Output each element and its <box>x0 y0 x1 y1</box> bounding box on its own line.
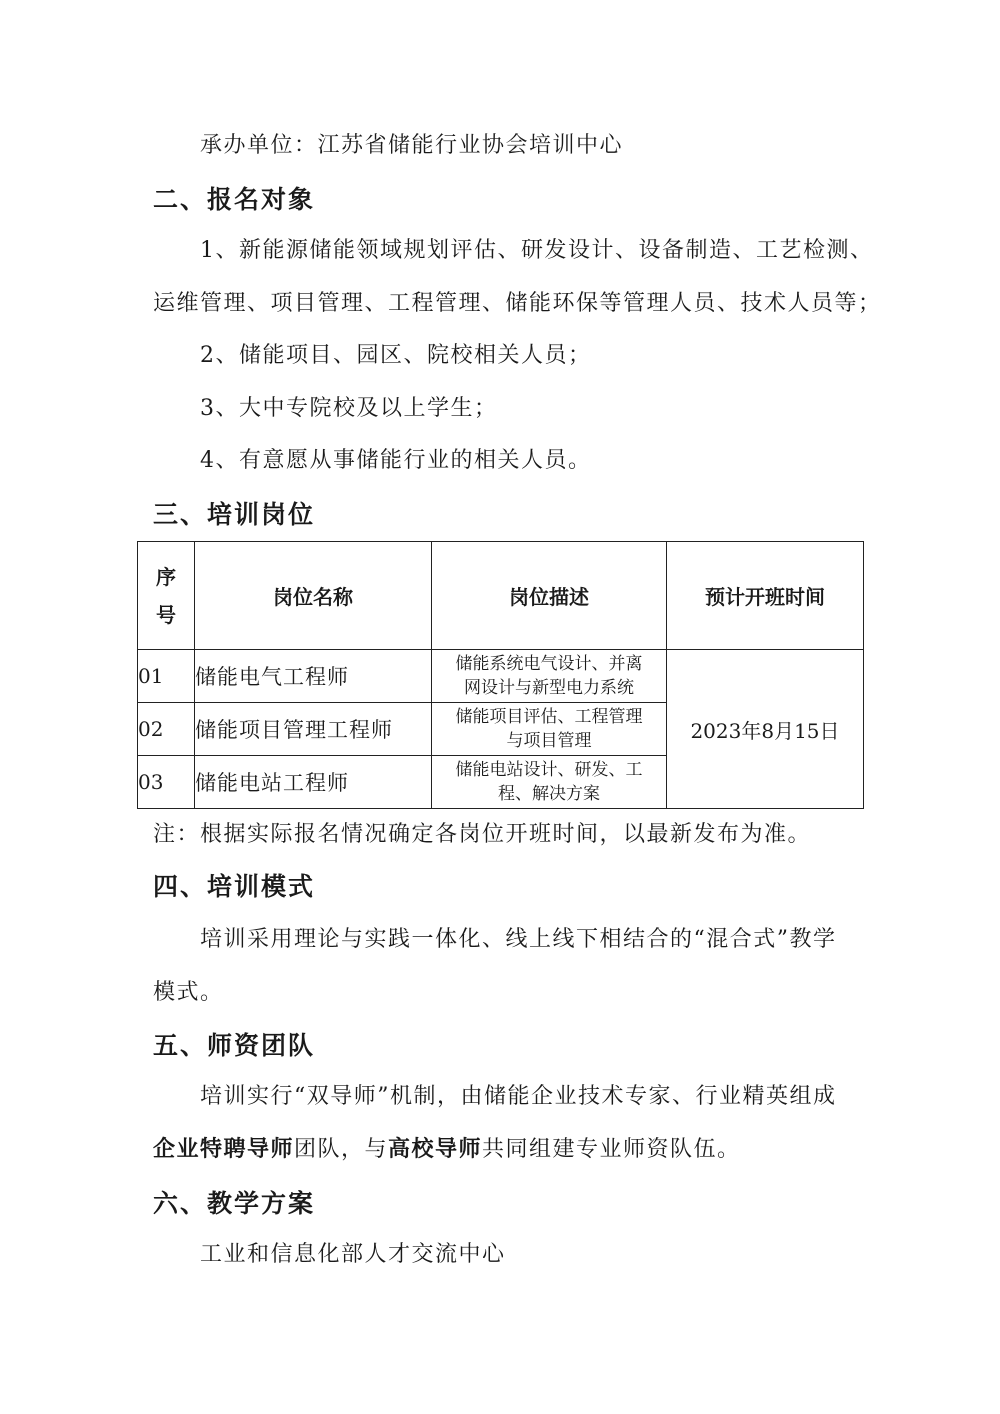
row-desc-line-2: 网设计与新型电力系统 <box>464 678 634 698</box>
row-name: 储能电气工程师 <box>195 650 432 703</box>
row-desc <box>432 703 667 756</box>
faculty-bold-company-mentor: 企业特聘导师 <box>153 1137 295 1162</box>
faculty-bold-university-mentor: 高校导师 <box>388 1137 483 1162</box>
row-desc-line-1: 储能系统电气设计、并离 <box>455 654 643 674</box>
table-header-row <box>138 542 864 650</box>
header-seq-top: 序 <box>156 564 176 589</box>
enrollment-item-1-line-1: 1、新能源储能领域规划评估、研发设计、设备制造、工艺检测、 <box>200 238 874 263</box>
mode-line-2: 模式。 <box>153 980 224 1005</box>
row-desc <box>432 650 667 703</box>
header-desc: 岗位描述 <box>432 542 667 650</box>
faculty-text-1: 团队，与 <box>294 1137 389 1162</box>
table-note: 注：根据实际报名情况确定各岗位开班时间，以最新发布为准。 <box>153 822 812 847</box>
row-num: 03 <box>138 756 195 809</box>
section-heading-enrollment: 二、报名对象 <box>153 185 316 214</box>
faculty-line-2 <box>153 1135 741 1165</box>
mode-line-1: 培训采用理论与实践一体化、线上线下相结合的“混合式”教学 <box>200 927 837 952</box>
row-num: 01 <box>138 650 195 703</box>
row-desc-line-2: 程、解决方案 <box>498 784 600 804</box>
header-seq <box>138 542 195 650</box>
enrollment-item-4: 4、有意愿从事储能行业的相关人员。 <box>200 448 592 473</box>
header-time: 预计开班时间 <box>667 542 864 650</box>
start-date-cell: 2023年8月15日 <box>667 650 864 809</box>
section-heading-mode: 四、培训模式 <box>153 872 316 901</box>
row-desc-line-2: 与项目管理 <box>506 731 592 751</box>
section-heading-faculty: 五、师资团队 <box>153 1031 316 1060</box>
row-name: 储能项目管理工程师 <box>195 703 432 756</box>
enrollment-item-3: 3、大中专院校及以上学生； <box>200 396 498 421</box>
faculty-text-2: 共同组建专业师资队伍。 <box>482 1137 741 1162</box>
positions-table <box>137 541 864 809</box>
section-heading-positions: 三、培训岗位 <box>153 500 316 529</box>
organizer-line: 承办单位：江苏省储能行业协会培训中心 <box>200 133 624 158</box>
header-seq-bottom: 号 <box>156 602 176 627</box>
row-name: 储能电站工程师 <box>195 756 432 809</box>
faculty-line-1: 培训实行“双导师”机制，由储能企业技术专家、行业精英组成 <box>200 1084 837 1109</box>
enrollment-item-2: 2、储能项目、园区、院校相关人员； <box>200 343 592 368</box>
header-name: 岗位名称 <box>195 542 432 650</box>
row-desc-line-1: 储能项目评估、工程管理 <box>455 707 643 727</box>
section-heading-plan: 六、教学方案 <box>153 1189 316 1218</box>
plan-line-1: 工业和信息化部人才交流中心 <box>200 1242 506 1267</box>
enrollment-item-1-line-2: 运维管理、项目管理、工程管理、储能环保等管理人员、技术人员等； <box>153 291 882 316</box>
row-desc-line-1: 储能电站设计、研发、工 <box>455 760 643 780</box>
table-row <box>138 650 864 703</box>
row-desc <box>432 756 667 809</box>
row-num: 02 <box>138 703 195 756</box>
